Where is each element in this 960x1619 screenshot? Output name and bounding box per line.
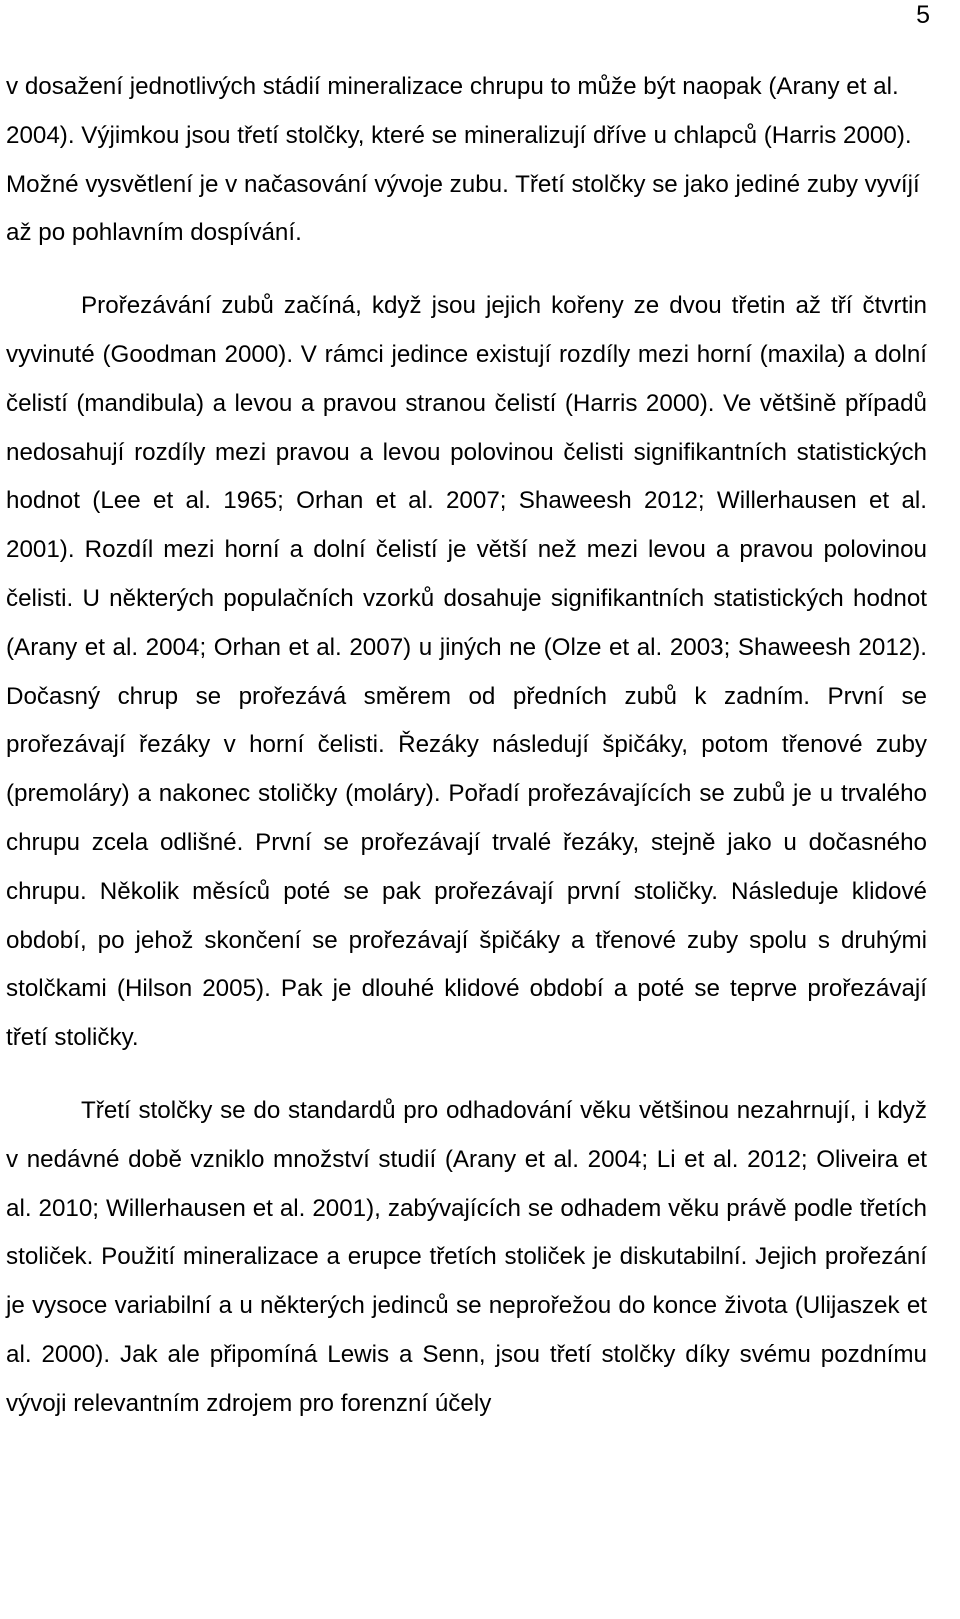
paragraph-eruption: Prořezávání zubů začíná, když jsou jejich kořeny ze dvou třetin až tří čtvrtin vyvinuté (Goodman 2000). V rámci jedince existují rozdíly mezi horní (maxila) a dolní čelistí (mandibula) a levou a pravou stranou čelistí (Harris 2000). Ve většině případů nedosahují rozdíly mezi pravou a levou polovinou čelisti signifikantních statistických hodnot (Lee et al. 1965; Orhan et al. 2007; Shaweesh 2012; Willerhausen et al. 2001). Rozdíl mezi horní a dolní čelistí je větší než mezi levou a pravou polovinou čelisti. U některých populačních vzorků dosahuje signifikantních statistických hodnot (Arany et al. 2004; Orhan et al. 2007) u jiných ne (Olze et al. 2003; Shaweesh 2012). Dočasný chrup se prořezává směrem od předních zubů k zadním. První se prořezávají řezáky v horní čelisti. Řezáky následují špičáky, potom třenové zuby (premoláry) a nakonec stoličky (moláry). Pořadí prořezávajících se zubů je u trvalého chrupu zcela odlišné. První se prořezávají trvalé řezáky, stejně jako u dočasného chrupu. Několik měsíců poté se pak prořezávají první stoličky. Následuje klidové období, po jehož skončení se prořezávají špičáky a třenové zuby spolu s druhými stolčkami (Hilson 2005). Pak je dlouhé klidové období a poté se teprve prořezávají třetí stoličky. (6, 292, 927, 1052)
page-number: 5 (916, 1, 930, 29)
document-body (6, 63, 927, 1429)
paragraph-mineralization: v dosažení jednotlivých stádií mineralizace chrupu to může být naopak (Arany et al. 2004). Výjimkou jsou třetí stolčky, které se mineralizují dříve u chlapců (Harris 2000). Možné vysvětlení je v načasování vývoje zubu. Třetí stolčky se jako jediné zuby vyvíjí až po pohlavním dospívání. (6, 73, 920, 247)
paragraph-third-molars: Třetí stolčky se do standardů pro odhadování věku většinou nezahrnují, i když v nedávné době vzniklo množství studií (Arany et al. 2004; Li et al. 2012; Oliveira et al. 2010; Willerhausen et al. 2001), zabývajících se odhadem věku právě podle třetích stoliček. Použití mineralizace a erupce třetích stoliček je diskutabilní. Jejich prořezání je vysoce variabilní a u některých jedinců se neprořežou do konce života (Ulijaszek et al. 2000). Jak ale připomíná Lewis a Senn, jsou třetí stolčky díky svému pozdnímu vývoji relevantním zdrojem pro forenzní účely (6, 1096, 927, 1417)
